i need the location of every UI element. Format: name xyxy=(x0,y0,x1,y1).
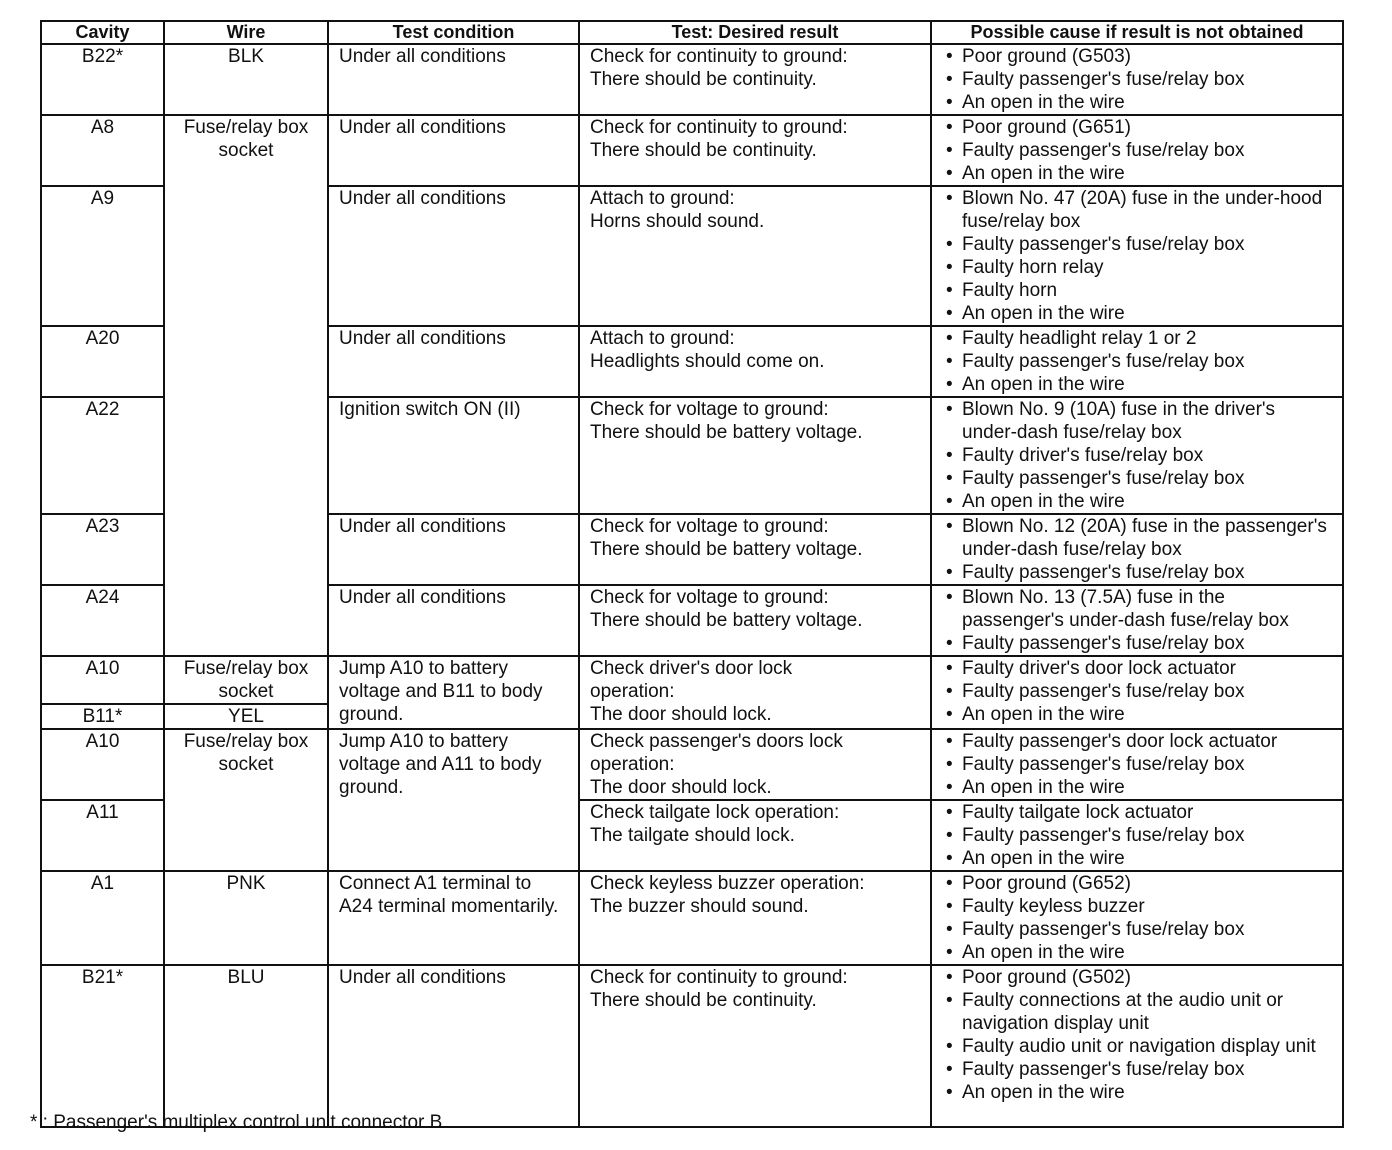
desired-result xyxy=(579,965,931,1127)
result-line: Check for continuity to ground: xyxy=(590,967,848,988)
result-line: Check passenger's doors lock xyxy=(590,731,843,752)
result-line: Headlights should come on. xyxy=(590,351,825,372)
table-row xyxy=(41,871,1343,965)
wire: Fuse/relay box socket xyxy=(164,729,328,871)
table-row xyxy=(41,965,1343,1127)
cause-item: • Faulty passenger's fuse/relay box xyxy=(942,632,1332,655)
cavity: A8 xyxy=(41,115,164,186)
result-line: Check driver's door lock xyxy=(590,658,793,679)
cause-item: • Faulty keyless buzzer xyxy=(942,895,1332,918)
cavity: A9 xyxy=(41,186,164,326)
test-condition: Connect A1 terminal to A24 terminal momentarily. xyxy=(328,871,579,965)
result-line: Horns should sound. xyxy=(590,211,765,232)
result-line: There should be battery voltage. xyxy=(590,539,863,560)
wire: Fuse/relay box socket xyxy=(164,115,328,656)
cavity: A11 xyxy=(41,800,164,871)
cause-item: • Faulty horn xyxy=(942,279,1332,302)
result-line: operation: xyxy=(590,681,675,702)
cause-item: • Poor ground (G503) xyxy=(942,45,1332,68)
test-condition: Under all conditions xyxy=(328,514,579,585)
possible-causes xyxy=(931,656,1343,729)
desired-result xyxy=(579,585,931,656)
cavity: B21* xyxy=(41,965,164,1127)
possible-causes xyxy=(931,514,1343,585)
cause-item: • Faulty passenger's door lock actuator xyxy=(942,730,1332,753)
cause-item: • Poor ground (G651) xyxy=(942,116,1332,139)
desired-result xyxy=(579,729,931,800)
desired-result xyxy=(579,115,931,186)
header-possible-cause: Possible cause if result is not obtained xyxy=(931,21,1343,44)
result-line: Check keyless buzzer operation: xyxy=(590,873,865,894)
result-line: The door should lock. xyxy=(590,704,772,725)
cause-item: • An open in the wire xyxy=(942,847,1332,870)
cause-item: • Faulty driver's fuse/relay box xyxy=(942,444,1332,467)
cause-item: • Faulty driver's door lock actuator xyxy=(942,657,1332,680)
footnote: * : Passenger's multiplex control unit connector B xyxy=(30,1112,443,1133)
possible-causes xyxy=(931,800,1343,871)
cause-item: • An open in the wire xyxy=(942,1081,1332,1104)
test-condition: Under all conditions xyxy=(328,585,579,656)
cavity: A10 xyxy=(41,656,164,704)
result-line: There should be continuity. xyxy=(590,69,817,90)
cause-item: • An open in the wire xyxy=(942,776,1332,799)
test-condition: Under all conditions xyxy=(328,44,579,115)
wire: YEL xyxy=(164,704,328,729)
result-line: There should be continuity. xyxy=(590,990,817,1011)
cause-item: • Faulty headlight relay 1 or 2 xyxy=(942,327,1332,350)
result-line: Check for continuity to ground: xyxy=(590,117,848,138)
test-condition: Under all conditions xyxy=(328,186,579,326)
possible-causes xyxy=(931,115,1343,186)
possible-causes xyxy=(931,397,1343,514)
result-line: Check tailgate lock operation: xyxy=(590,802,840,823)
cause-item: • An open in the wire xyxy=(942,302,1332,325)
wire: BLK xyxy=(164,44,328,115)
cause-item: • Faulty passenger's fuse/relay box xyxy=(942,233,1332,256)
cavity: A20 xyxy=(41,326,164,397)
cause-item: • An open in the wire xyxy=(942,941,1332,964)
cavity: A22 xyxy=(41,397,164,514)
cause-item: • Faulty passenger's fuse/relay box xyxy=(942,561,1332,584)
cause-item: • Faulty passenger's fuse/relay box xyxy=(942,350,1332,373)
wire: Fuse/relay box socket xyxy=(164,656,328,704)
cause-item: • Faulty passenger's fuse/relay box xyxy=(942,680,1332,703)
header-wire: Wire xyxy=(164,21,328,44)
possible-causes xyxy=(931,585,1343,656)
result-line: The buzzer should sound. xyxy=(590,896,809,917)
table-row xyxy=(41,115,1343,186)
cause-item: • An open in the wire xyxy=(942,162,1332,185)
test-condition: Under all conditions xyxy=(328,326,579,397)
cause-item: • Faulty passenger's fuse/relay box xyxy=(942,918,1332,941)
wire: BLU xyxy=(164,965,328,1127)
cavity: B22* xyxy=(41,44,164,115)
table-row xyxy=(41,729,1343,800)
cause-item: • Faulty passenger's fuse/relay box xyxy=(942,139,1332,162)
result-line: Check for voltage to ground: xyxy=(590,516,829,537)
cause-item: • Blown No. 9 (10A) fuse in the driver's under-dash fuse/relay box xyxy=(942,398,1332,444)
result-line: The door should lock. xyxy=(590,777,772,798)
cause-item: • Faulty passenger's fuse/relay box xyxy=(942,1058,1332,1081)
result-line: operation: xyxy=(590,754,675,775)
cause-item: • An open in the wire xyxy=(942,490,1332,513)
test-condition: Under all conditions xyxy=(328,965,579,1127)
desired-result xyxy=(579,326,931,397)
cause-item: • Faulty passenger's fuse/relay box xyxy=(942,68,1332,91)
desired-result xyxy=(579,397,931,514)
desired-result xyxy=(579,44,931,115)
desired-result xyxy=(579,800,931,871)
result-line: Check for voltage to ground: xyxy=(590,587,829,608)
cause-item: • Poor ground (G502) xyxy=(942,966,1332,989)
result-line: The tailgate should lock. xyxy=(590,825,795,846)
possible-causes xyxy=(931,44,1343,115)
test-condition: Under all conditions xyxy=(328,115,579,186)
possible-causes xyxy=(931,326,1343,397)
cavity: A23 xyxy=(41,514,164,585)
result-line: Check for continuity to ground: xyxy=(590,46,848,67)
table-row xyxy=(41,656,1343,704)
cause-item: • An open in the wire xyxy=(942,91,1332,114)
cause-item: • Poor ground (G652) xyxy=(942,872,1332,895)
test-condition: Jump A10 to battery voltage and B11 to body ground. xyxy=(328,656,579,729)
desired-result xyxy=(579,656,931,729)
cause-item: • Faulty connections at the audio unit or navigation display unit xyxy=(942,989,1332,1035)
cause-item: • Faulty tailgate lock actuator xyxy=(942,801,1332,824)
possible-causes xyxy=(931,729,1343,800)
result-line: Check for voltage to ground: xyxy=(590,399,829,420)
possible-causes xyxy=(931,965,1343,1127)
possible-causes xyxy=(931,871,1343,965)
result-line: There should be battery voltage. xyxy=(590,610,863,631)
cavity: B11* xyxy=(41,704,164,729)
cause-item: • Faulty passenger's fuse/relay box xyxy=(942,753,1332,776)
test-condition: Jump A10 to battery voltage and A11 to body ground. xyxy=(328,729,579,871)
cause-item: • Faulty passenger's fuse/relay box xyxy=(942,467,1332,490)
header-desired-result: Test: Desired result xyxy=(579,21,931,44)
cavity: A10 xyxy=(41,729,164,800)
cavity: A1 xyxy=(41,871,164,965)
result-line: There should be battery voltage. xyxy=(590,422,863,443)
wire: PNK xyxy=(164,871,328,965)
result-line: There should be continuity. xyxy=(590,140,817,161)
cause-item: • An open in the wire xyxy=(942,703,1332,726)
desired-result xyxy=(579,871,931,965)
header-test-condition: Test condition xyxy=(328,21,579,44)
desired-result xyxy=(579,514,931,585)
result-line: Attach to ground: xyxy=(590,188,735,209)
cause-item: • Faulty passenger's fuse/relay box xyxy=(942,824,1332,847)
test-condition: Ignition switch ON (II) xyxy=(328,397,579,514)
cause-item: • Faulty horn relay xyxy=(942,256,1332,279)
possible-causes xyxy=(931,186,1343,326)
header-row xyxy=(41,21,1343,44)
cause-item: • Blown No. 12 (20A) fuse in the passenger's under-dash fuse/relay box xyxy=(942,515,1332,561)
inspection-table xyxy=(40,20,1344,1128)
cause-item: • Faulty audio unit or navigation display unit xyxy=(942,1035,1332,1058)
result-line: Attach to ground: xyxy=(590,328,735,349)
cause-item: • An open in the wire xyxy=(942,373,1332,396)
desired-result xyxy=(579,186,931,326)
cause-item: • Blown No. 13 (7.5A) fuse in the passenger's under-dash fuse/relay box xyxy=(942,586,1332,632)
cavity: A24 xyxy=(41,585,164,656)
cause-item: • Blown No. 47 (20A) fuse in the under-hood fuse/relay box xyxy=(942,187,1332,233)
table-row xyxy=(41,44,1343,115)
header-cavity: Cavity xyxy=(41,21,164,44)
